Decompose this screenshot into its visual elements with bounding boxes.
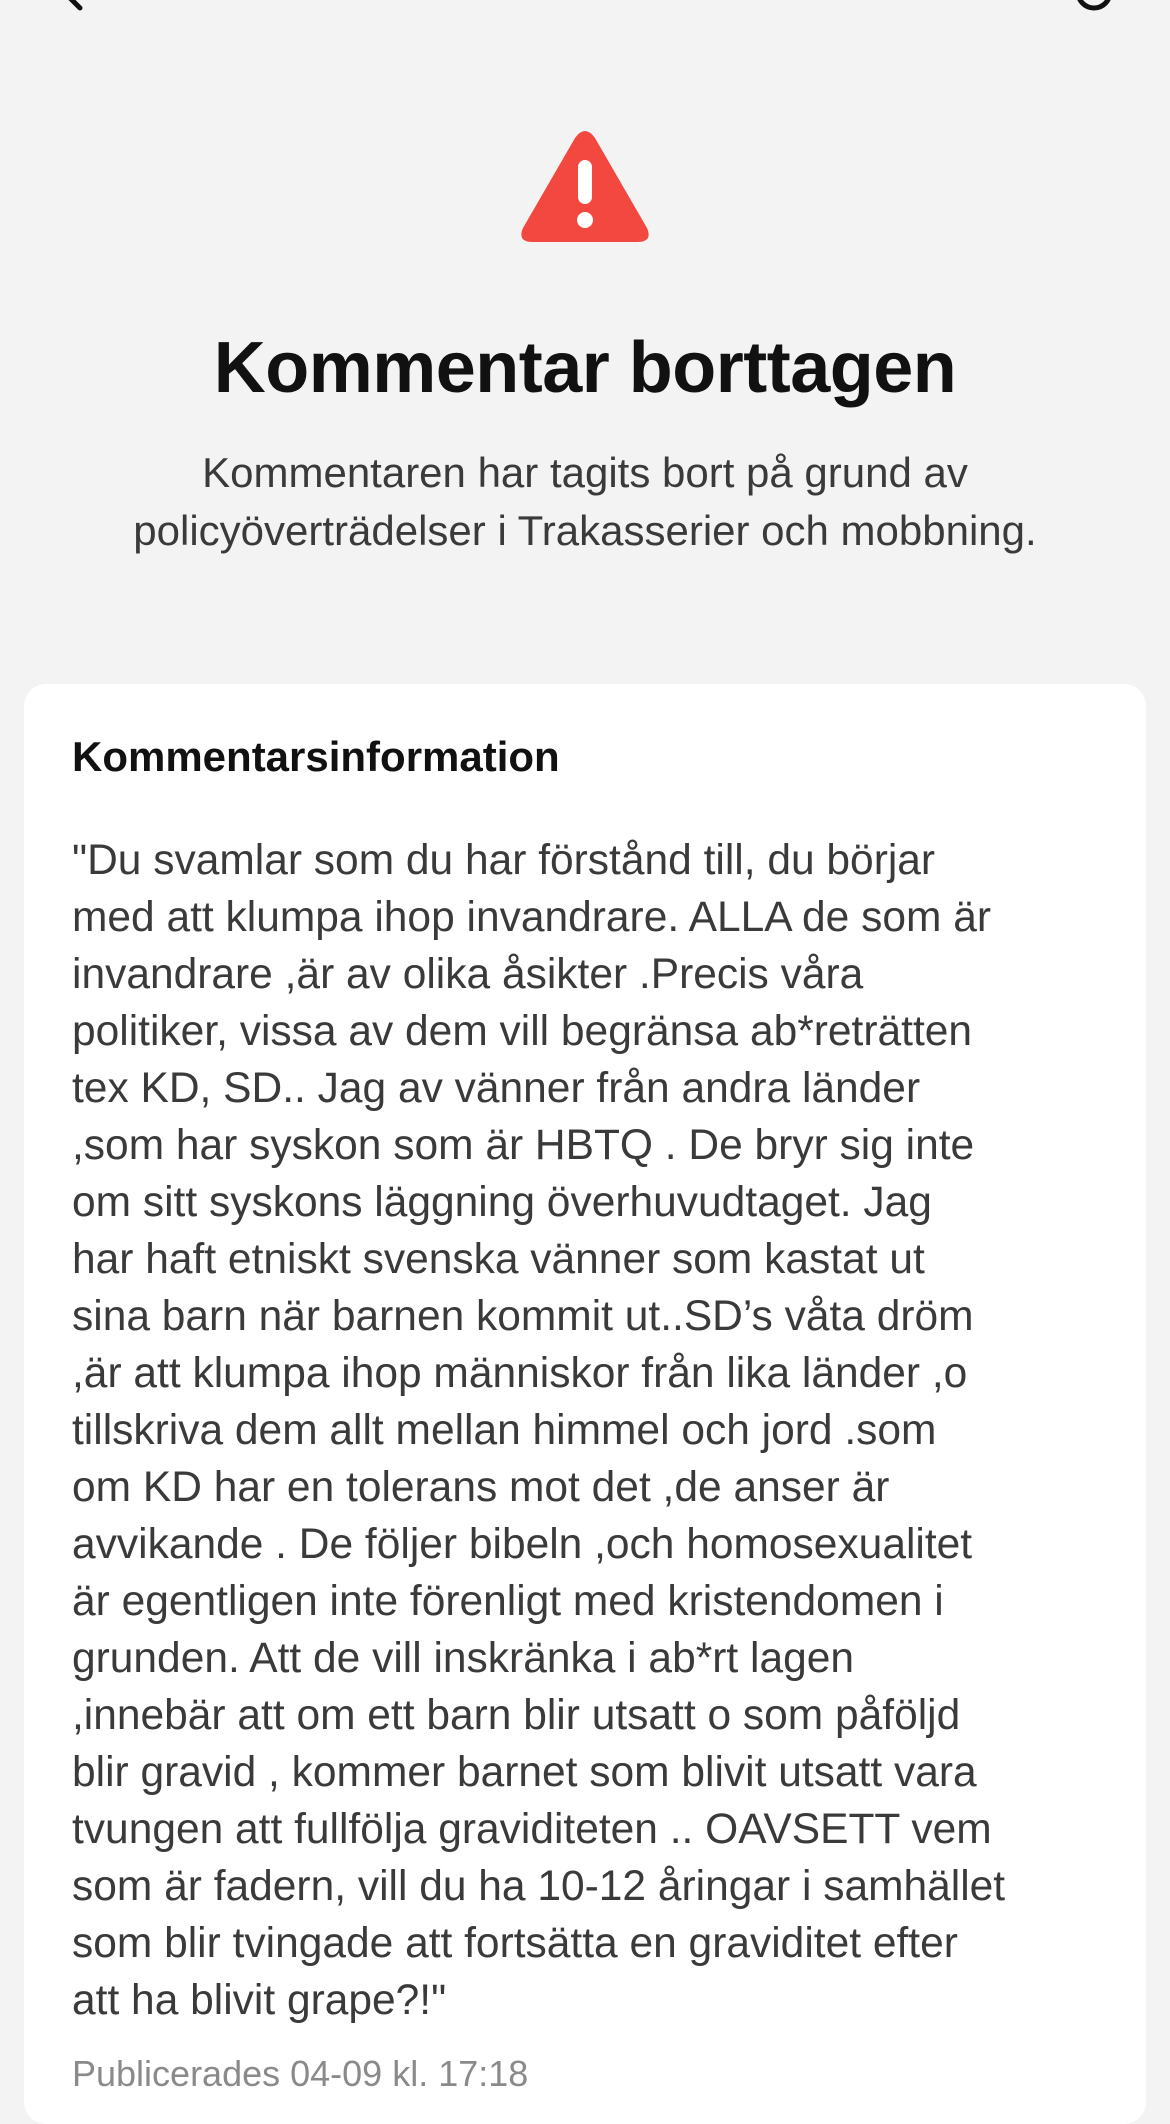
back-button[interactable] <box>52 0 96 14</box>
more-button[interactable] <box>1072 0 1116 14</box>
chevron-left-icon <box>52 0 96 14</box>
card-title: Kommentarsinformation <box>72 733 560 780</box>
page-title: Kommentar borttagen <box>213 328 957 408</box>
published-timestamp: Publicerades 04-09 kl. 17:18 <box>72 2053 529 2094</box>
removal-reason-text: Kommentaren har tagits bort på grund av policyöverträdelser i Trakasserier och mobbning. <box>133 449 1037 554</box>
top-navigation <box>0 0 1170 20</box>
comment-text: "Du svamlar som du har förstånd till, du börjar med att klumpa ihop invandrare. ALLA de som är invandrare ,är av olika åsikter .Precis våra politiker, vissa av dem vill begränsa ab*reträtten tex KD, SD.. Jag av vänner från andra länder ,som har syskon som är HBTQ . De bryr sig inte om sitt syskons läggning överhuvudtaget. Jag har haft etniskt svenska vänner som kastat ut sina barn när barnen kommit ut..SD’s våta dröm ,är att klumpa ihop människor från lika länder ,o tillskriva dem allt mellan himmel och jord .som om KD har en tolerans mot det ,de anser är avvikande . De följer bibeln ,och homosexualitet är egentligen inte förenligt med kristendomen i grunden. Att de vill inskränka i ab*rt lagen ,innebär att om ett barn blir utsatt o som påföljd blir gravid , kommer barnet som blivit utsatt vara tvungen att fullfölja graviditeten .. OAVSETT vem som är fadern, vill du ha 10-12 åringar i samhället som blir tvingade att fortsätta en graviditet efter att ha blivit grape?!" <box>72 837 1006 2024</box>
comment-info-card <box>24 684 1146 2124</box>
more-icon <box>1072 0 1116 14</box>
warning-triangle-icon <box>519 128 651 246</box>
